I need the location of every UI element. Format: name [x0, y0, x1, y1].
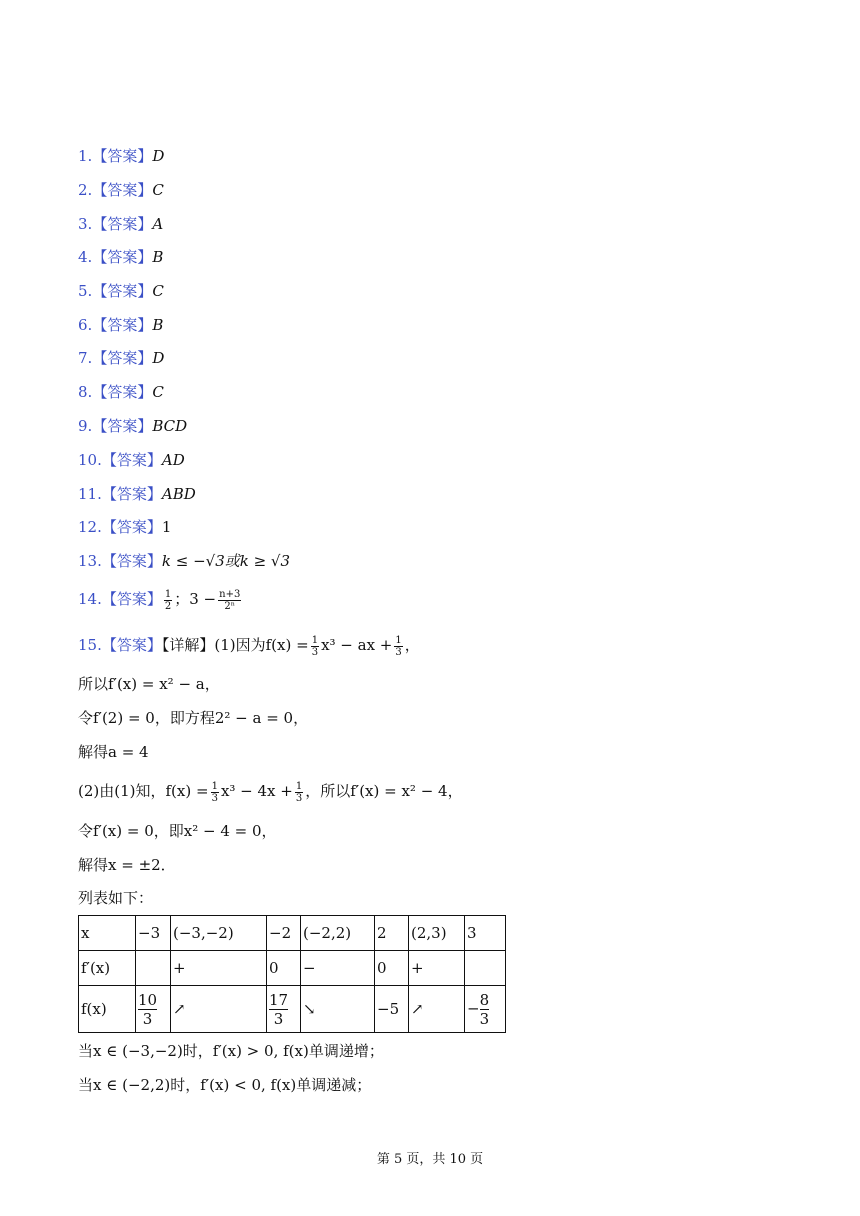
table-cell: ↗: [409, 986, 465, 1033]
table-cell: ↗: [171, 986, 267, 1033]
answer-line: [78, 415, 187, 437]
minus-sign: −: [467, 999, 480, 1017]
answer-tag: 【答案】: [92, 215, 153, 233]
table-cell: x: [79, 916, 136, 951]
answer-value: D: [152, 147, 165, 165]
question-number: 12.: [78, 518, 102, 536]
question-number: 11.: [78, 485, 102, 503]
answer-tag: 【答案】: [92, 181, 153, 199]
question-number: 3.: [78, 215, 93, 233]
fraction: [480, 991, 490, 1028]
solution-line: 当x ∈ (−2,2)时，f′(x) < 0, f(x)单调递减；: [78, 1076, 372, 1094]
answer-tag: 【答案】: [101, 590, 162, 608]
numerator: 1: [311, 634, 319, 646]
table-cell: 2: [375, 916, 409, 951]
table-cell: +: [171, 951, 267, 986]
answer-value: C: [152, 282, 164, 300]
numerator: 8: [479, 990, 490, 1009]
table-cell: −: [301, 951, 375, 986]
answer-value: A: [152, 215, 164, 233]
solution-text: (2)由(1)知，f(x) =: [78, 782, 209, 800]
answer-line: [78, 588, 243, 614]
table-row: [79, 986, 506, 1033]
question-number: 13.: [78, 552, 102, 570]
table-row: [79, 916, 506, 951]
fraction: [211, 781, 219, 804]
denominator: 3: [142, 1009, 153, 1028]
question-number: 9.: [78, 417, 93, 435]
answer-line: [78, 449, 185, 471]
question-number: 7.: [78, 349, 93, 367]
answer-line: [78, 516, 171, 538]
question-number: 15.: [78, 636, 102, 654]
numerator: n+3: [219, 588, 241, 600]
numerator: 10: [138, 990, 158, 1009]
answer-value: D: [152, 349, 165, 367]
question-number: 8.: [78, 383, 93, 401]
answer-tag: 【答案】: [101, 451, 162, 469]
solution-line: 令f′(x) = 0，即x² − 4 = 0，: [78, 822, 277, 840]
answer-tag: 【答案】: [92, 349, 153, 367]
table-cell: −2: [267, 916, 301, 951]
table-row: [79, 951, 506, 986]
solution-line: 列表如下：: [78, 889, 154, 907]
table-cell: [465, 951, 506, 986]
table-cell: ↘: [301, 986, 375, 1033]
solution-text: x³ − 4x +: [220, 782, 293, 800]
answer-line: [78, 246, 163, 268]
numerator: 1: [395, 634, 402, 646]
table-cell: (−2,2): [301, 916, 375, 951]
table-cell: −5: [375, 986, 409, 1033]
denominator: 3: [479, 1009, 490, 1028]
answer-value: B: [152, 316, 164, 334]
fraction: [295, 781, 303, 804]
answer-line: [78, 145, 164, 167]
answer-tag: 【答案】: [101, 636, 162, 654]
fraction: [164, 589, 172, 612]
answer-value: B: [152, 248, 164, 266]
answer-tag: 【答案】: [101, 518, 162, 536]
solution-line: 令f′(2) = 0，即方程2² − a = 0，: [78, 709, 309, 727]
table-cell: [267, 986, 301, 1033]
solution-line: [78, 780, 463, 806]
answer-line: [78, 314, 163, 336]
solution-text: ，所以f′(x) = x² − 4，: [305, 782, 463, 800]
answer-line: [78, 550, 290, 572]
variation-table: [78, 915, 506, 1033]
answer-tag: 【答案】: [92, 417, 153, 435]
answer-value: C: [152, 181, 164, 199]
solution-text: x³ − ax +: [321, 636, 393, 654]
answer-value: k ≤ −√3或k ≥ √3: [161, 552, 291, 570]
table-cell: 3: [465, 916, 506, 951]
table-cell: −3: [136, 916, 171, 951]
question-number: 1.: [78, 147, 93, 165]
answer-tag: 【答案】: [92, 248, 153, 266]
table-cell: 0: [375, 951, 409, 986]
question-number: 5.: [78, 282, 93, 300]
answer-line: [78, 179, 164, 201]
answer-tag: 【答案】: [92, 316, 153, 334]
question-number: 10.: [78, 451, 102, 469]
solution-text: ，: [404, 636, 420, 654]
solution-line: 解得x = ±2．: [78, 856, 176, 874]
denominator: 3: [211, 792, 218, 804]
denominator: 3: [295, 792, 303, 804]
table-cell: +: [409, 951, 465, 986]
answer-tag: 【答案】: [92, 147, 153, 165]
table-cell: f′(x): [79, 951, 136, 986]
table-cell: f(x): [79, 986, 136, 1033]
fraction: [269, 991, 288, 1028]
separator-text: ；3 −: [174, 590, 217, 608]
answer-value: C: [152, 383, 164, 401]
solution-line: 所以f′(x) = x² − a，: [78, 675, 220, 693]
numerator: 17: [269, 990, 289, 1009]
table-cell: 0: [267, 951, 301, 986]
answer-value: ABD: [161, 485, 196, 503]
answer-line: [78, 280, 164, 302]
denominator: 3: [395, 646, 402, 658]
denominator: 2: [164, 600, 172, 612]
answer-line: [78, 213, 163, 235]
denominator: 2ⁿ: [224, 600, 236, 612]
question-number: 14.: [78, 590, 102, 608]
question-number: 2.: [78, 181, 93, 199]
fraction: [218, 589, 241, 612]
answer-tag: 【答案】: [101, 485, 162, 503]
denominator: 3: [273, 1009, 284, 1028]
question-number: 4.: [78, 248, 93, 266]
fraction: [138, 991, 157, 1028]
answer-tag: 【答案】: [92, 282, 153, 300]
page-footer: 第 5 页，共 10 页: [376, 1152, 484, 1167]
answer-value: BCD: [152, 417, 188, 435]
answer-tag: 【答案】: [101, 552, 162, 570]
answer-line: [78, 634, 420, 660]
answer-line: [78, 347, 164, 369]
solution-text: 【详解】(1)因为f(x) =: [161, 636, 309, 654]
denominator: 3: [311, 646, 319, 658]
numerator: 1: [164, 588, 172, 600]
answer-tag: 【答案】: [92, 383, 153, 401]
table-cell: [465, 986, 506, 1033]
answer-value: AD: [161, 451, 185, 469]
fraction: [394, 635, 402, 658]
answer-line: [78, 483, 196, 505]
table-cell: [136, 951, 171, 986]
solution-line: 解得a = 4: [78, 743, 149, 761]
question-number: 6.: [78, 316, 93, 334]
solution-line: 当x ∈ (−3,−2)时，f′(x) > 0, f(x)单调递增；: [78, 1042, 384, 1060]
table-cell: (−3,−2): [171, 916, 267, 951]
table-cell: [136, 986, 171, 1033]
numerator: 1: [295, 780, 303, 792]
fraction: [311, 635, 319, 658]
answer-line: [78, 381, 164, 403]
answer-value: 1: [161, 518, 172, 536]
numerator: 1: [211, 780, 218, 792]
table-cell: (2,3): [409, 916, 465, 951]
